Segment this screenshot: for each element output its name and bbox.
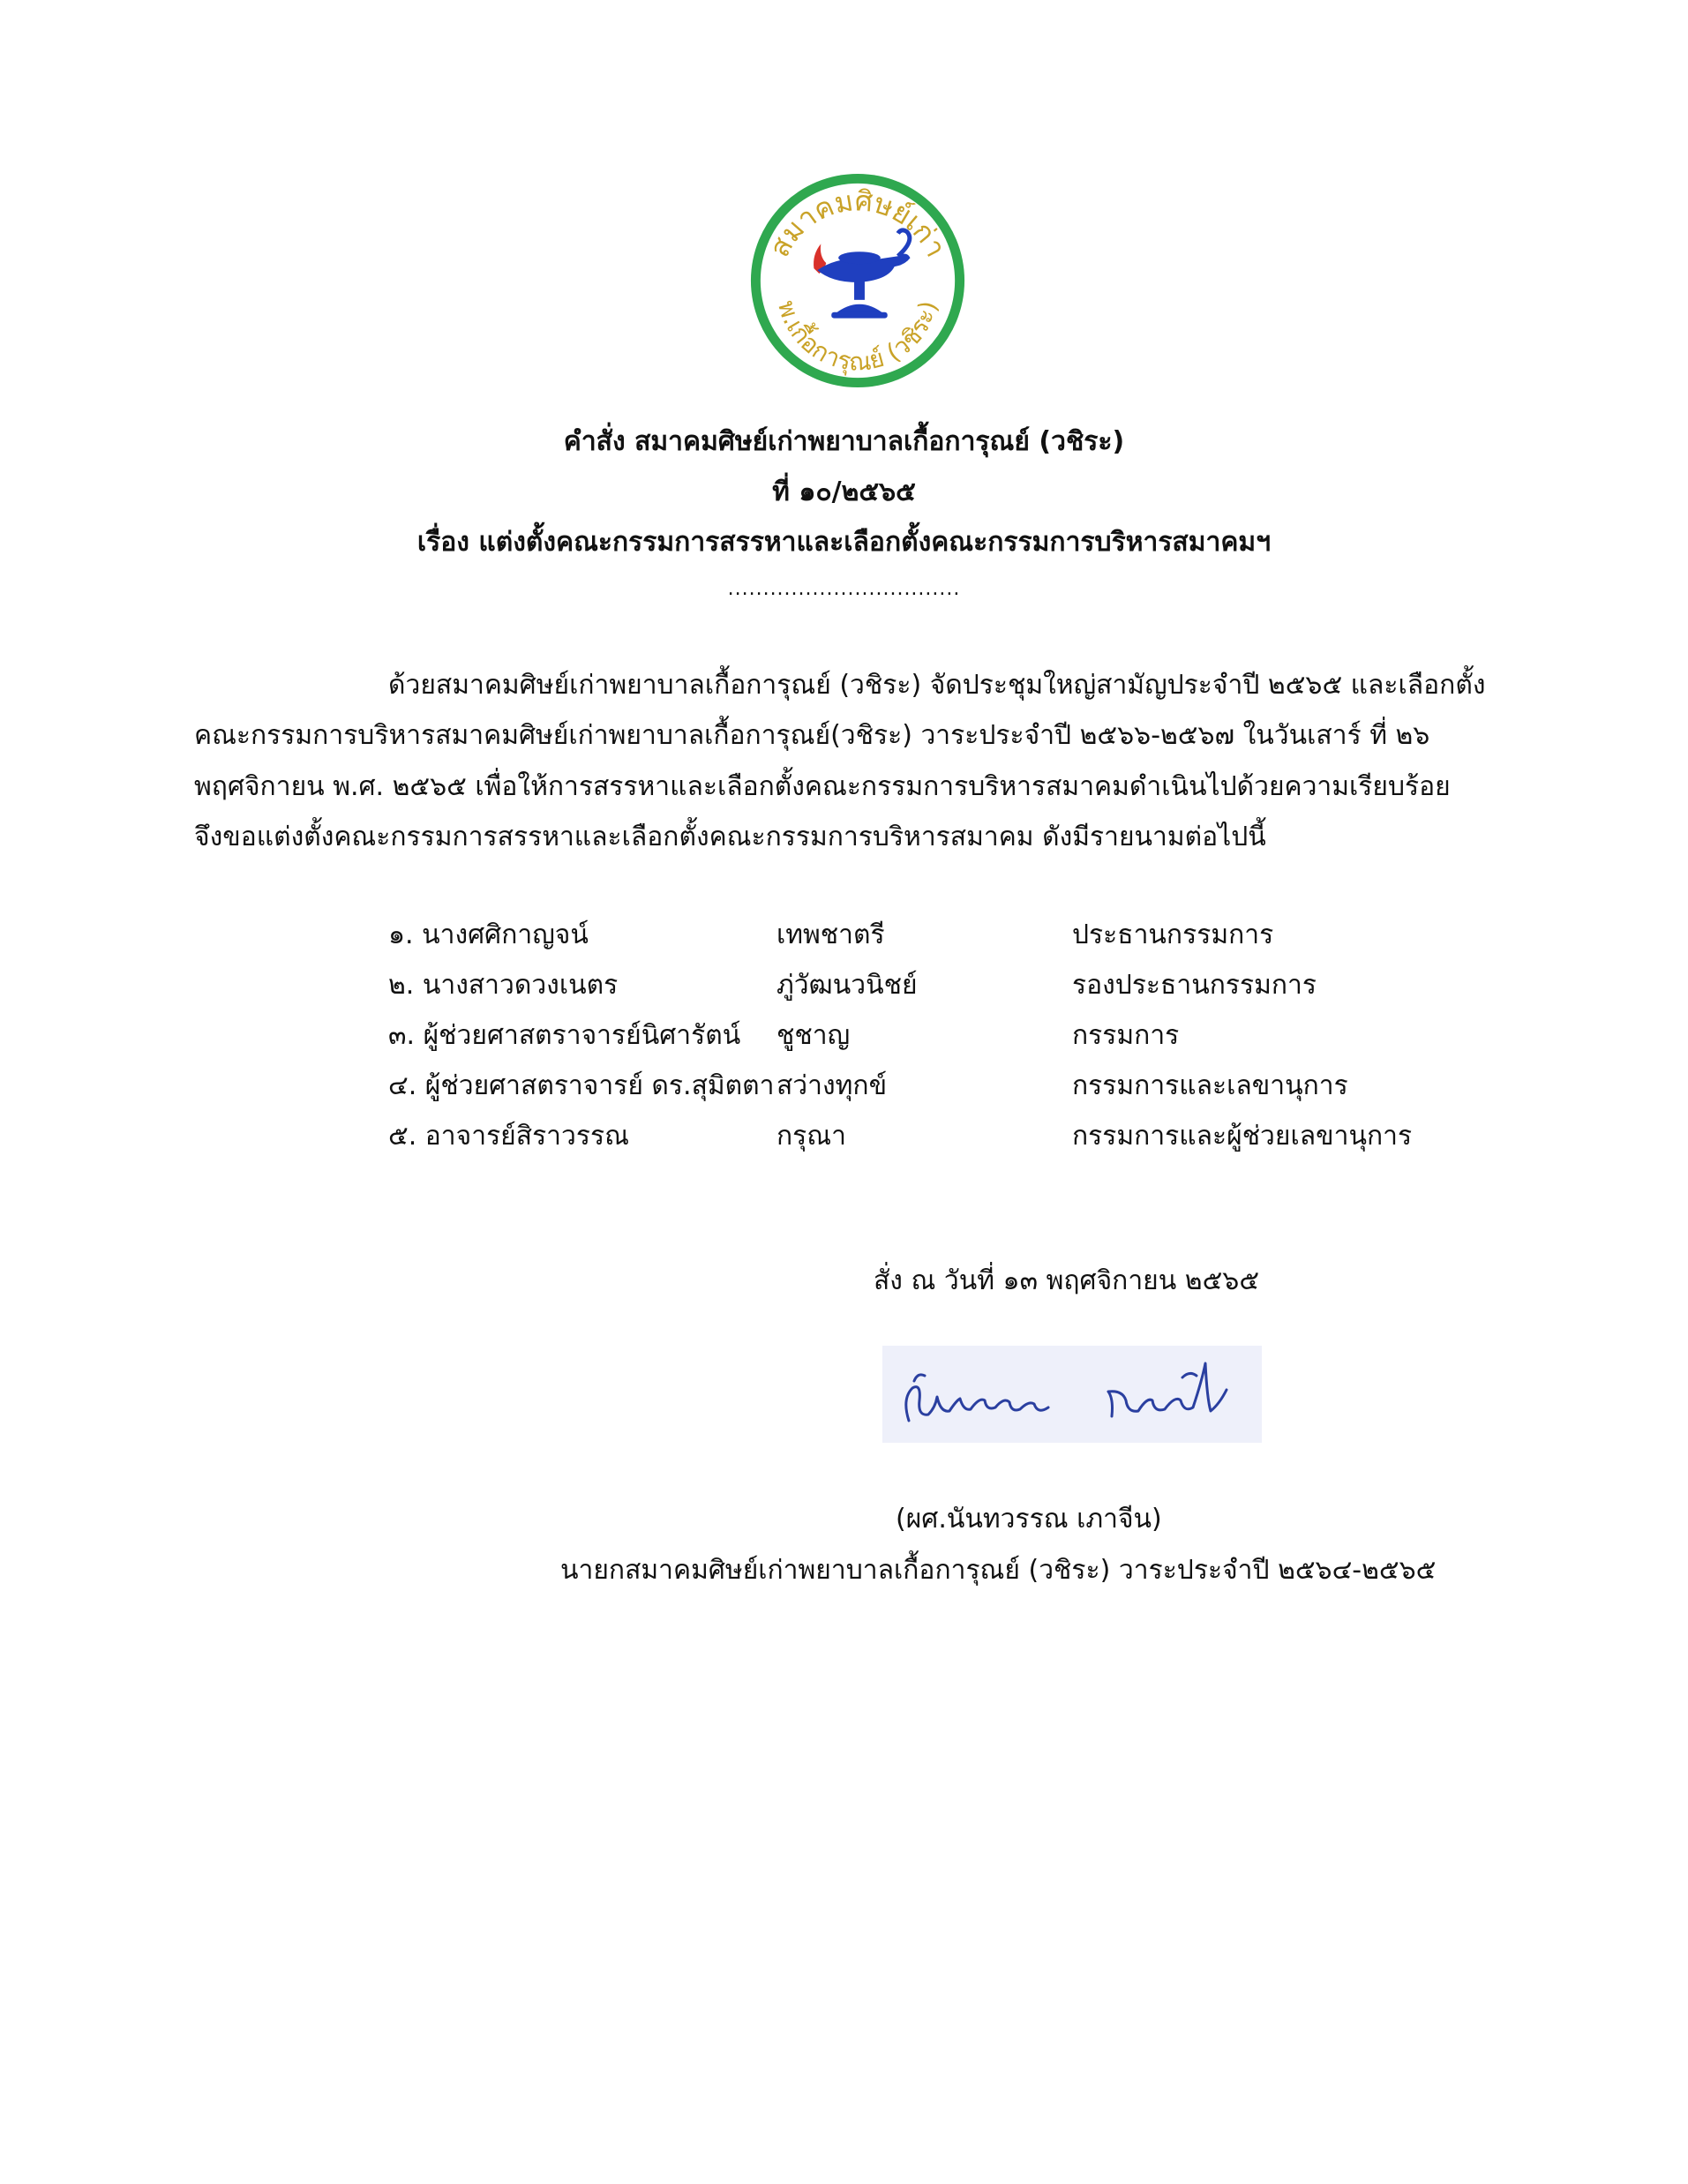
member-name: ๒. นางสาวดวงเนตร xyxy=(388,970,619,1001)
title-divider: ................................. xyxy=(727,578,961,600)
signer-name: (ผศ.นันทวรรณ เภาจีน) xyxy=(896,1504,1162,1535)
logo-bottom-text: พ.เกื้อการุณย์ (วชิระ) xyxy=(771,296,943,377)
handwritten-signature xyxy=(882,1346,1262,1443)
signature-scribble xyxy=(882,1346,1262,1443)
member-role: กรรมการและผู้ช่วยเลขานุการ xyxy=(1072,1121,1413,1152)
committee-member xyxy=(388,1069,1535,1119)
member-surname: ภู่วัฒนวนิชย์ xyxy=(776,970,918,1001)
body-line-4: จึงขอแต่งตั้งคณะกรรมการสรรหาและเลือกตั้งคณะกรรมการบริหารสมาคม ดังมีรายนามต่อไปนี้ xyxy=(194,822,1266,852)
body-line-3: พฤศจิกายน พ.ศ. ๒๕๖๕ เพื่อให้การสรรหาและเลือกตั้งคณะกรรมการบริหารสมาคมดำเนินไปด้วยความเรียบร้อย xyxy=(194,771,1451,802)
committee-member xyxy=(388,918,1535,968)
body-line-2: คณะกรรมการบริหารสมาคมศิษย์เก่าพยาบาลเกื้อการุณย์(วชิระ) วาระประจำปี ๒๕๖๖-๒๕๖๗ ในวันเสาร์ ที่ ๒๖ xyxy=(194,720,1430,751)
member-surname: สว่างทุกข์ xyxy=(776,1070,888,1101)
logo-top-text: สมาคมศิษย์เก่า xyxy=(763,185,952,263)
order-number: ที่ ๑๐/๒๕๖๕ xyxy=(772,477,916,507)
member-role: กรรมการและเลขานุการ xyxy=(1072,1070,1348,1101)
order-subject: เรื่อง แต่งตั้งคณะกรรมการสรรหาและเลือกตั้งคณะกรรมการบริหารสมาคมฯ xyxy=(416,527,1272,558)
committee-member xyxy=(388,1119,1535,1169)
committee-list xyxy=(388,918,1535,1169)
committee-member xyxy=(388,968,1535,1018)
order-title: คำสั่ง สมาคมศิษย์เก่าพยาบาลเกื้อการุณย์ (วชิระ) xyxy=(563,426,1125,457)
association-seal xyxy=(744,167,972,394)
member-role: รองประธานกรรมการ xyxy=(1072,970,1317,1001)
member-surname: เทพชาตรี xyxy=(776,919,885,950)
order-date: สั่ง ณ วันที่ ๑๓ พฤศจิกายน ๒๕๖๕ xyxy=(874,1265,1260,1296)
member-name: ๔. ผู้ช่วยศาสตราจารย์ ดร.สุมิตตา xyxy=(388,1070,775,1101)
committee-member xyxy=(388,1018,1535,1069)
member-role: ประธานกรรมการ xyxy=(1072,919,1274,950)
signer-title: นายกสมาคมศิษย์เก่าพยาบาลเกื้อการุณย์ (วชิระ) วาระประจำปี ๒๕๖๔-๒๕๖๕ xyxy=(560,1555,1437,1586)
member-surname: ชูชาญ xyxy=(776,1020,851,1051)
body-line-1: ด้วยสมาคมศิษย์เก่าพยาบาลเกื้อการุณย์ (วชิระ) จัดประชุมใหญ่สามัญประจำปี ๒๕๖๕ และเลือกตั้ง xyxy=(388,670,1486,701)
member-surname: กรุณา xyxy=(776,1121,846,1152)
association-logo xyxy=(744,167,972,394)
member-name: ๕. อาจารย์สิราวรรณ xyxy=(388,1121,629,1152)
member-name: ๓. ผู้ช่วยศาสตราจารย์นิศารัตน์ xyxy=(388,1020,741,1051)
member-role: กรรมการ xyxy=(1072,1020,1180,1051)
member-name: ๑. นางศศิกาญจน์ xyxy=(388,919,589,950)
